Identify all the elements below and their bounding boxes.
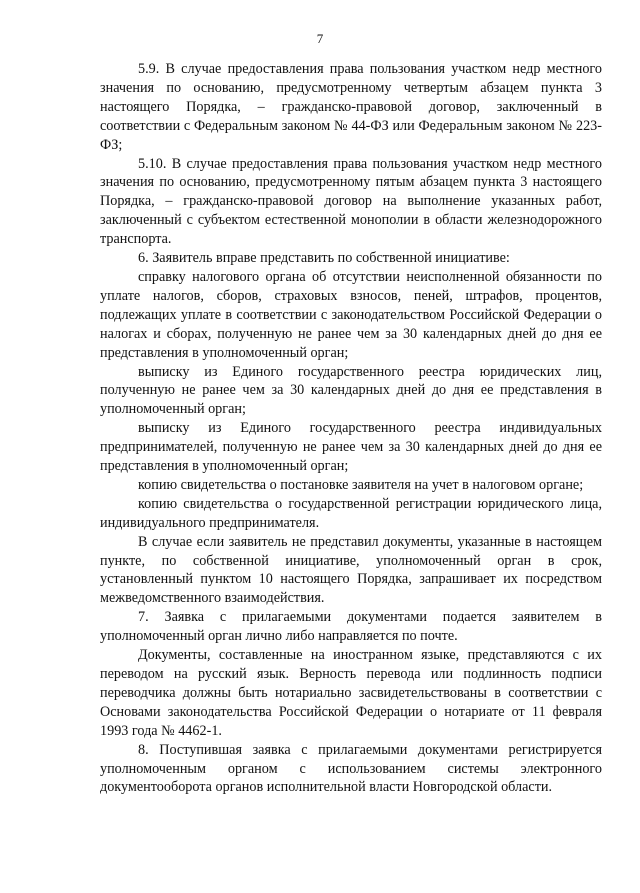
paragraph-tax-registration-copy: копию свидетельства о постановке заявителя на учет в налоговом органе;: [138, 476, 584, 493]
paragraph-8: 8. Поступившая заявка с прилагаемыми документами регистрируется уполномоченным органом с использованием системы электронного документооборота органов исполнительной власти Новгородской области.: [100, 741, 602, 796]
paragraph-5-9: 5.9. В случае предоставления права пользования участком недр местного значения по основанию, предусмотренному четвертым абзацем пункта 3 настоящего Порядка, – гражданско-правовой договор, заключенный в соответствии с Федеральным законом № 44-ФЗ или Федеральным законом № 223-ФЗ;: [100, 61, 602, 153]
page-number: 7: [316, 31, 324, 46]
paragraph-entrepreneurs-extract: выписку из Единого государственного реестра индивидуальных предпринимателей, полученную не ранее чем за 30 календарных дней до дня ее представления в уполномоченный орган;: [100, 420, 602, 475]
document-body: [100, 60, 602, 797]
paragraph-5-10: 5.10. В случае предоставления права пользования участком недр местного значения по основанию, предусмотренному пятым абзацем пункта 3 настоящего Порядка, – гражданско-правовой договор на выполнение указанных работ, заключенный с субъектом естественной монополии в области железнодорожного транспорта.: [100, 155, 602, 248]
paragraph-tax-certificate: справку налогового органа об отсутствии неисполненной обязанности по уплате налогов, сборов, страховых взносов, пеней, штрафов, процентов, подлежащих уплате в соответствии с законодательством Российской Федерации о налогах и сборах, полученную не ранее чем за 30 календарных дней до дня ее представления в уполномоченный орган;: [100, 268, 602, 361]
paragraph-foreign-documents: Документы, составленные на иностранном языке, представляются с их переводом на русский язык. Верность перевода или подлинность подписи переводчика должны быть нотариально засвидетельствованы в соответствии с Основами законодательства Российской Федерации о нотариате от 11 февраля 1993 года № 4462-1.: [100, 647, 602, 739]
paragraph-interagency-request: В случае если заявитель не представил документы, указанные в настоящем пункте, по собственной инициативе, уполномоченный орган в срок, установленный пунктом 10 настоящего Порядка, запрашивает их посредством межведомственного взаимодействия.: [100, 533, 602, 607]
paragraph-7: 7. Заявка с прилагаемыми документами подается заявителем в уполномоченный орган лично либо направляется по почте.: [100, 609, 602, 645]
paragraph-legal-entities-extract: выписку из Единого государственного реестра юридических лиц, полученную не ранее чем за 30 календарных дней до дня ее представления в уполномоченный орган;: [100, 363, 602, 418]
paragraph-state-registration-copy: копию свидетельства о государственной регистрации юридического лица, индивидуального предпринимателя.: [100, 495, 602, 531]
paragraph-6: 6. Заявитель вправе представить по собственной инициативе:: [138, 250, 510, 267]
